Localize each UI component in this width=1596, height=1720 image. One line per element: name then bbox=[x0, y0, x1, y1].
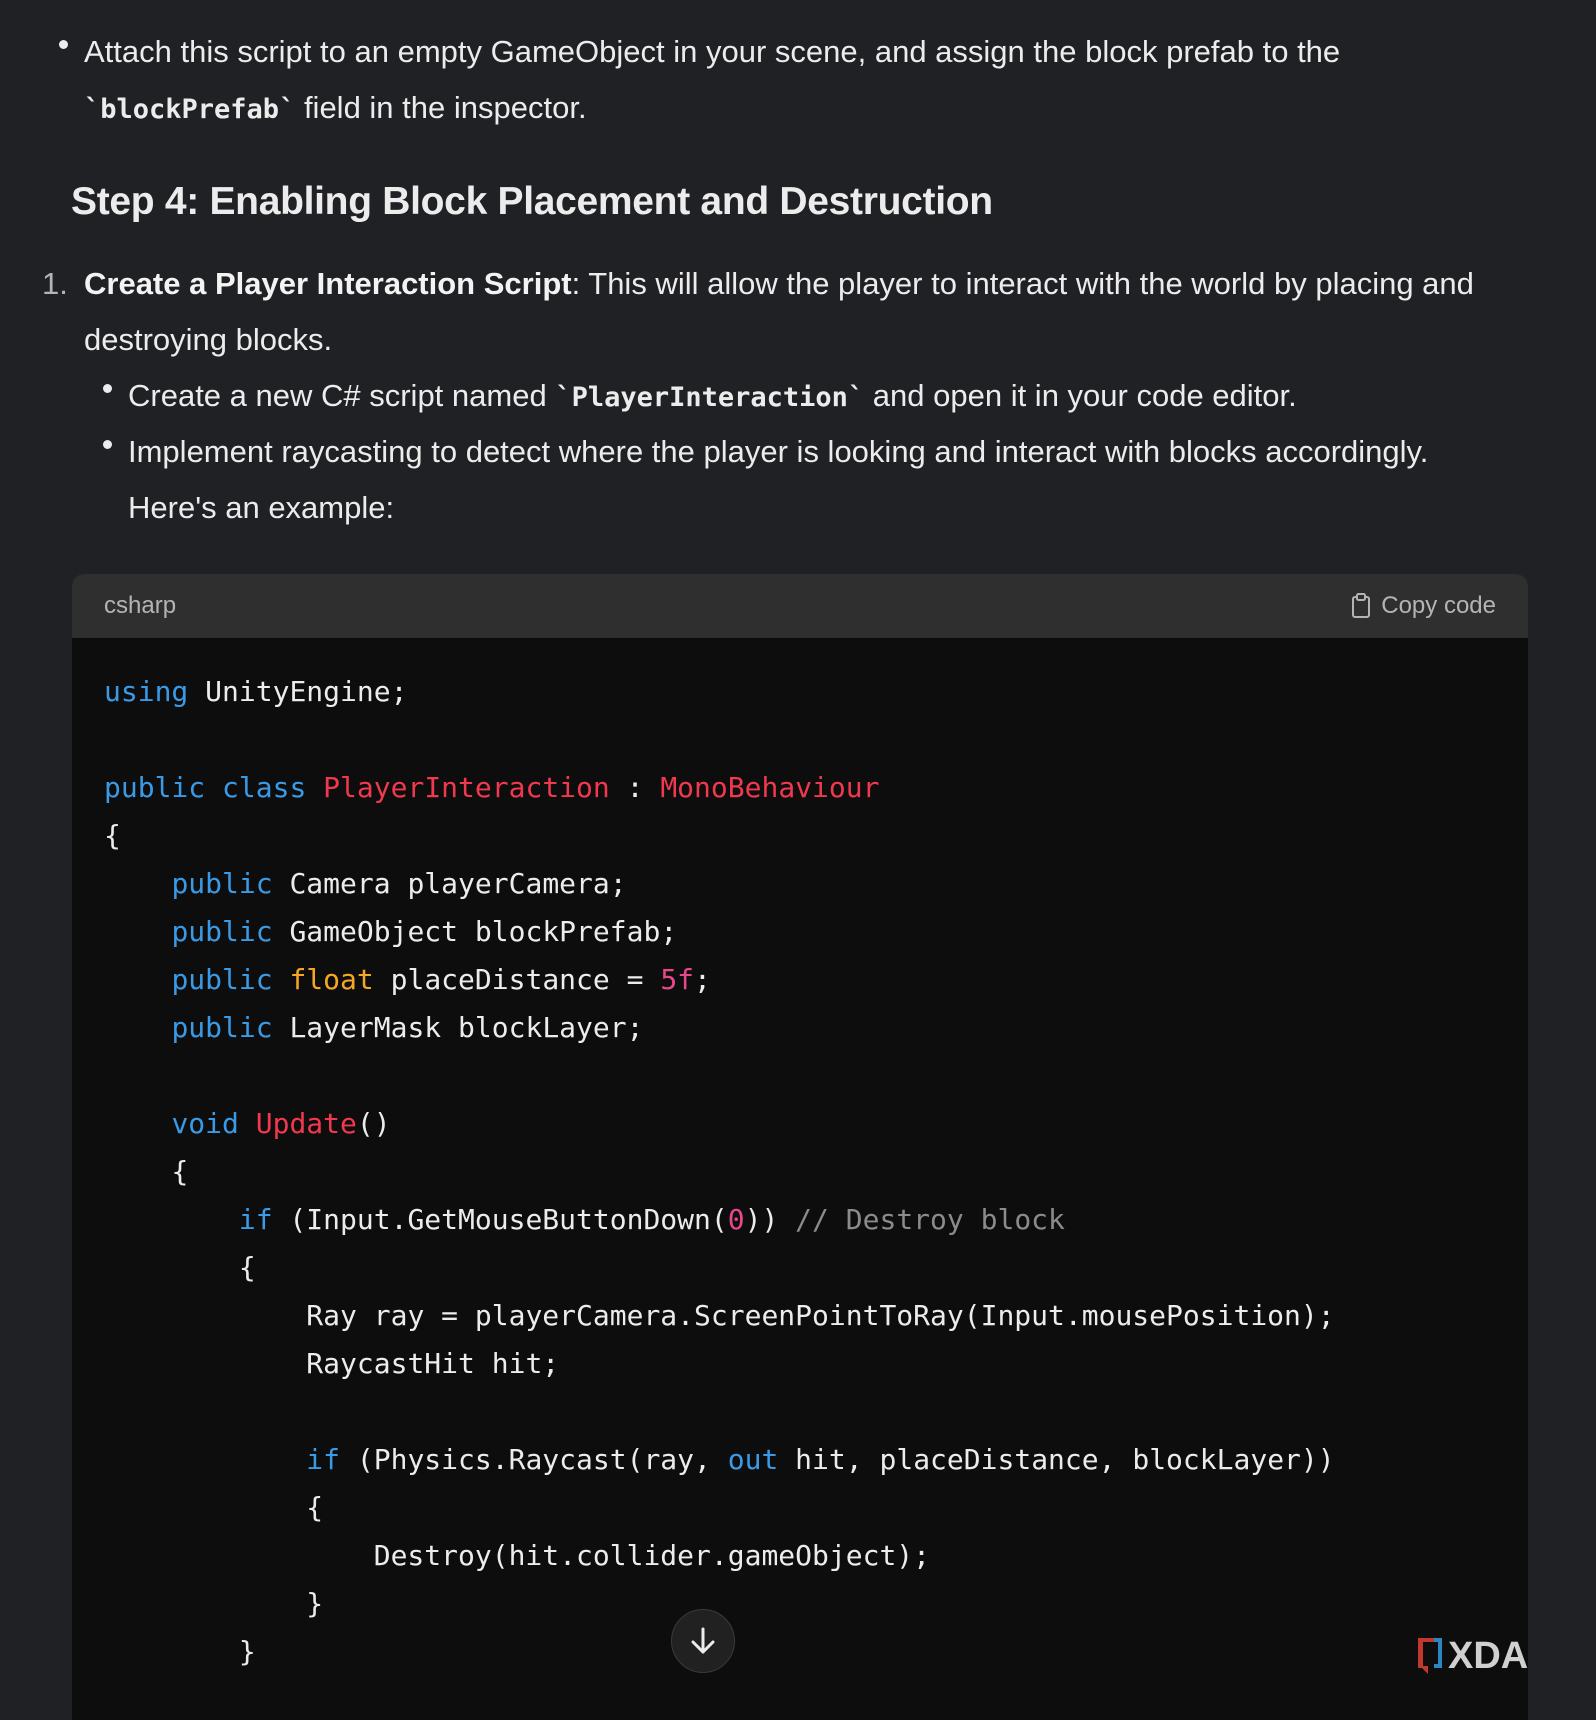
code-block bbox=[72, 574, 1528, 1720]
code-line: } bbox=[306, 1587, 324, 1620]
list-item-1-bold: Create a Player Interaction Script bbox=[84, 266, 572, 301]
sub-bullet-2-line2: Here's an example: bbox=[128, 490, 395, 525]
code-line: public GameObject blockPrefab; bbox=[171, 915, 678, 948]
bullet-point bbox=[103, 384, 112, 393]
sub-bullet-1 bbox=[128, 368, 1297, 426]
code-line: { bbox=[306, 1491, 324, 1524]
inline-code-playerinteraction: `PlayerInteraction` bbox=[555, 382, 865, 413]
code-line: Ray ray = playerCamera.ScreenPointToRay(Input.mousePosition); bbox=[306, 1299, 1335, 1332]
xda-watermark-logo bbox=[1414, 1632, 1564, 1682]
code-line: public LayerMask blockLayer; bbox=[171, 1011, 644, 1044]
code-line: { bbox=[171, 1155, 189, 1188]
code-line: public class PlayerInteraction : MonoBehaviour bbox=[104, 771, 880, 804]
code-language-label: csharp bbox=[104, 592, 177, 619]
code-line: if (Physics.Raycast(ray, out hit, placeDistance, blockLayer)) bbox=[306, 1443, 1335, 1476]
list-item-1-line1 bbox=[84, 256, 1474, 312]
bullet-point bbox=[59, 40, 68, 49]
code-line: { bbox=[104, 819, 121, 852]
code-line: Destroy(hit.collider.gameObject); bbox=[373, 1539, 931, 1572]
code-line: { bbox=[238, 1251, 256, 1284]
code-content bbox=[72, 638, 1528, 1706]
code-line: void Update() bbox=[171, 1107, 391, 1140]
inline-code-blockprefab: `blockPrefab` bbox=[84, 94, 296, 125]
code-line: using UnityEngine; bbox=[104, 675, 408, 708]
sub-bullet-2-line1: Implement raycasting to detect where the player is looking and interact with blocks accordingly. bbox=[128, 434, 1429, 469]
sub-bullet-1-before: Create a new C# script named bbox=[128, 378, 556, 413]
code-line: RaycastHit hit; bbox=[306, 1347, 560, 1380]
sub-bullet-1-after: and open it in your code editor. bbox=[864, 378, 1297, 413]
code-line: public Camera playerCamera; bbox=[171, 867, 627, 900]
list-number-marker: 1. bbox=[42, 266, 68, 301]
bullet-attach-line1: Attach this script to an empty GameObject in your scene, and assign the block prefab to the bbox=[84, 34, 1341, 69]
bullet-point bbox=[103, 440, 112, 449]
svg-text:XDA: XDA bbox=[1448, 1635, 1529, 1677]
code-line: } bbox=[238, 1635, 256, 1668]
step-heading: Step 4: Enabling Block Placement and Destruction bbox=[71, 180, 993, 223]
scroll-to-bottom-button[interactable] bbox=[671, 1609, 735, 1673]
code-block-header bbox=[72, 574, 1528, 638]
code-line: public float placeDistance = 5f; bbox=[171, 963, 711, 996]
list-item-1-line2: destroying blocks. bbox=[84, 322, 333, 357]
list-item-1-text: : This will allow the player to interact with the world by placing and bbox=[571, 266, 1474, 301]
code-line: if (Input.GetMouseButtonDown(0)) // Destroy block bbox=[238, 1203, 1065, 1236]
clipboard-icon bbox=[1351, 593, 1371, 619]
copy-code-label: Copy code bbox=[1381, 592, 1496, 619]
copy-code-button[interactable] bbox=[1351, 592, 1496, 620]
bullet-attach-line2-text: field in the inspector. bbox=[295, 90, 587, 125]
arrow-down-icon bbox=[689, 1626, 717, 1656]
bullet-attach-line2 bbox=[84, 80, 587, 138]
